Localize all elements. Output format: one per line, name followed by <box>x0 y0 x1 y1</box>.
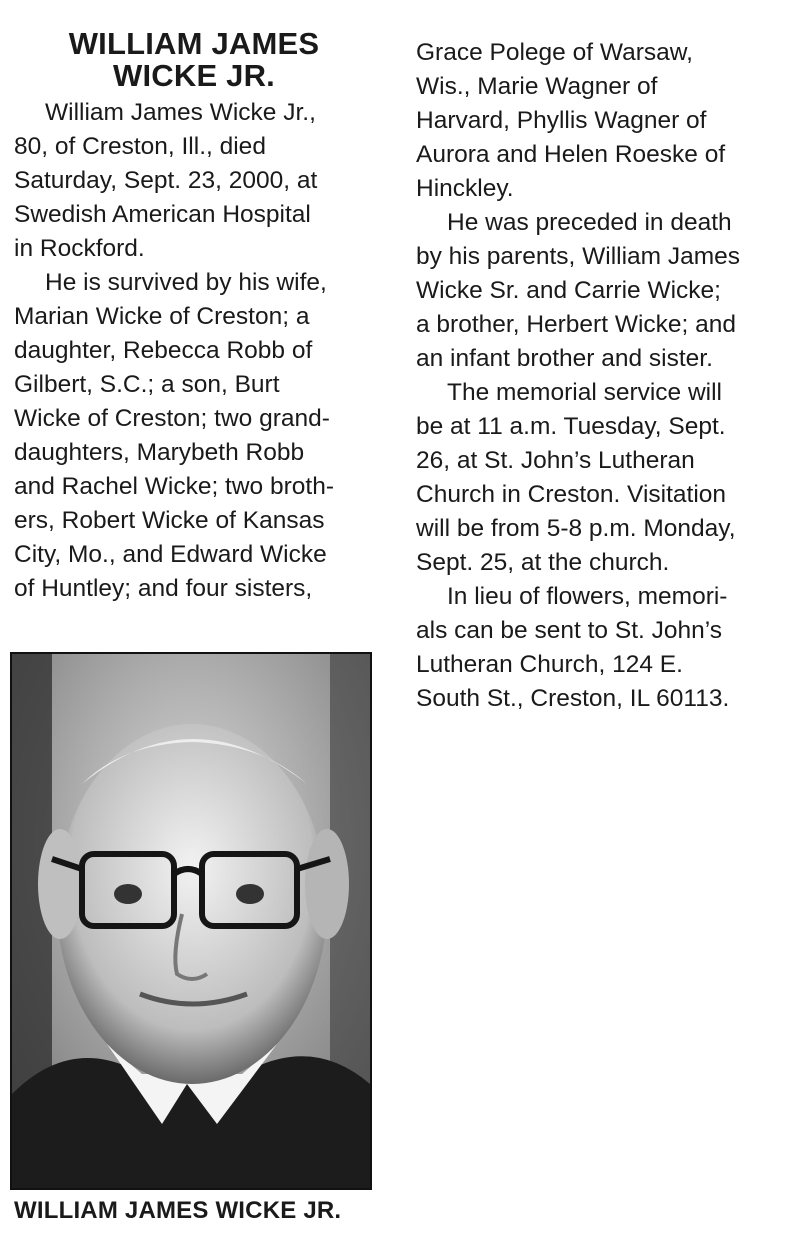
text-line: Wicke of Creston; two grand- <box>14 405 330 432</box>
text-line: daughter, Rebecca Robb of <box>14 337 313 364</box>
text-line: Harvard, Phyllis Wagner of <box>416 107 707 134</box>
text-line: Lutheran Church, 124 E. <box>416 651 683 678</box>
text-line: Church in Creston. Visitation <box>416 481 727 508</box>
text-line: Sept. 25, at the church. <box>416 549 670 576</box>
text-line: Hinckley. <box>416 175 514 202</box>
text-line: Grace Polege of Warsaw, <box>416 39 693 66</box>
text-line: In lieu of flowers, memori- <box>447 583 728 610</box>
text-line: Gilbert, S.C.; a son, Burt <box>14 371 280 398</box>
text-line: Aurora and Helen Roeske of <box>416 141 726 168</box>
text-line: The memorial service will <box>447 379 723 406</box>
headline-line-2: WICKE JR. <box>113 58 275 93</box>
portrait-photo <box>10 652 372 1190</box>
text-line: Marian Wicke of Creston; a <box>14 303 310 330</box>
text-line: William James Wicke Jr., <box>45 99 316 126</box>
text-line: an infant brother and sister. <box>416 345 713 372</box>
text-line: and Rachel Wicke; two broth- <box>14 473 334 500</box>
photo-caption: WILLIAM JAMES WICKE JR. <box>14 1197 342 1224</box>
text-line: Wis., Marie Wagner of <box>416 73 658 100</box>
text-line: ers, Robert Wicke of Kansas <box>14 507 325 534</box>
text-line: 80, of Creston, Ill., died <box>14 133 266 160</box>
text-line: He was preceded in death <box>447 209 732 236</box>
text-line: Wicke Sr. and Carrie Wicke; <box>416 277 721 304</box>
text-line: be at 11 a.m. Tuesday, Sept. <box>416 413 726 440</box>
text-line: of Huntley; and four sisters, <box>14 575 313 602</box>
obituary-text-left-column <box>14 96 334 606</box>
obituary-text-right-column <box>416 36 740 716</box>
text-line: in Rockford. <box>14 235 145 262</box>
text-line: als can be sent to St. John’s <box>416 617 722 644</box>
text-line: by his parents, William James <box>416 243 741 270</box>
text-line: will be from 5-8 p.m. Monday, <box>416 515 736 542</box>
text-line: South St., Creston, IL 60113. <box>416 685 730 712</box>
face-shape <box>57 724 327 1084</box>
obituary-headline <box>14 28 374 92</box>
text-line: 26, at St. John’s Lutheran <box>416 447 695 474</box>
text-line: a brother, Herbert Wicke; and <box>416 311 737 338</box>
text-line: He is survived by his wife, <box>45 269 327 296</box>
text-line: City, Mo., and Edward Wicke <box>14 541 327 568</box>
headline-line-1: WILLIAM JAMES <box>68 26 320 61</box>
text-line: Swedish American Hospital <box>14 201 311 228</box>
text-line: daughters, Marybeth Robb <box>14 439 305 466</box>
text-line: Saturday, Sept. 23, 2000, at <box>14 167 318 194</box>
